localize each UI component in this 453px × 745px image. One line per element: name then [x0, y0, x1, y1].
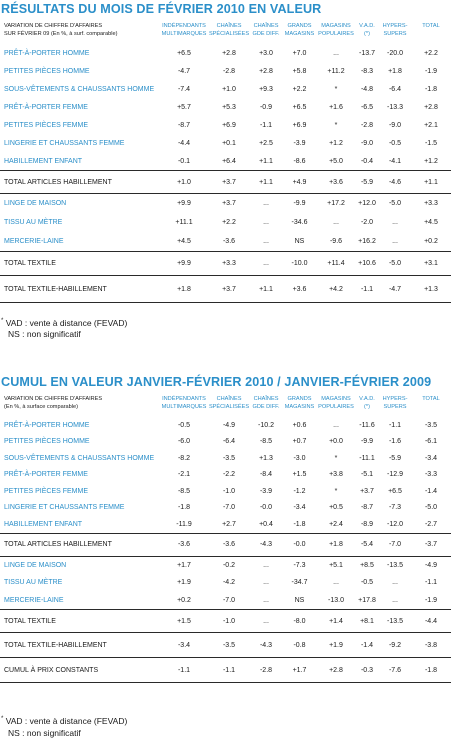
row-value: +2.2: [222, 219, 236, 226]
row-label: PETITES PIÈCES FEMME: [4, 121, 89, 129]
row-value: +5.3: [222, 103, 236, 111]
row-value: +9.9: [160, 252, 208, 276]
row-value: *: [334, 487, 338, 495]
row-value: -1.6: [388, 438, 402, 446]
row-label: LINGERIE ET CHAUSSANTS FEMME: [4, 504, 125, 512]
table-row: [0, 610, 451, 633]
row-value: -9.0: [360, 139, 374, 147]
row-value: -13.5: [387, 561, 403, 569]
table-row: [0, 500, 451, 517]
row-value: +4.5: [160, 232, 208, 252]
column-header: HYPERS- SUPERS: [382, 23, 408, 37]
row-value: -4.8: [360, 85, 374, 93]
row-value: -9.6: [317, 232, 355, 252]
row-value: -3.4: [293, 504, 306, 512]
row-value: -0.5: [177, 421, 191, 429]
column-header: CHAÎNES GDE DIFF.: [252, 396, 280, 410]
section1-note-ns: NS : non significatif: [8, 329, 81, 339]
row-value: +4.2: [317, 276, 355, 303]
row-value: +0.2: [411, 232, 451, 252]
row-value: -7.4: [177, 85, 191, 93]
row-value: -1.9: [424, 67, 438, 75]
row-label: HABILLEMENT ENFANT: [0, 152, 160, 171]
row-value: +1.1: [250, 171, 282, 194]
row-value: -4.7: [379, 276, 411, 303]
row-value: +3.3: [424, 200, 438, 207]
table-row: [0, 171, 451, 194]
row-value: -1.1: [388, 421, 402, 429]
row-value: +4.5: [424, 219, 438, 226]
row-value: +0.1: [222, 139, 236, 147]
row-value: -1.8: [177, 504, 191, 512]
row-value: ...: [333, 219, 339, 226]
row-value: -2.1: [177, 471, 191, 479]
row-value: +2.8: [424, 103, 438, 111]
row-value: -7.3: [388, 504, 402, 512]
row-value: -0.2: [222, 561, 236, 569]
row-value: +2.4: [317, 516, 355, 533]
column-header: INDÉPENDANTS MULTIMARQUES: [161, 23, 207, 37]
section2-table: [0, 393, 451, 683]
row-value: +2.8: [222, 49, 236, 57]
row-value: -4.3: [250, 533, 282, 556]
table-row: [0, 633, 451, 658]
row-value: -9.0: [388, 121, 402, 129]
row-value: ...: [333, 49, 339, 57]
row-value: -2.7: [411, 516, 451, 533]
row-label: PETITES PIÈCES FEMME: [4, 487, 89, 495]
column-header: V.A.D. (*): [359, 396, 375, 410]
row-value: *: [334, 85, 338, 93]
row-value: +1.8: [160, 276, 208, 303]
row-value: -8.4: [259, 471, 273, 479]
row-label: MERCERIE-LAINE: [0, 592, 160, 610]
row-value: -12.9: [387, 471, 403, 479]
row-label: PRÊT-À-PORTER FEMME: [4, 103, 88, 111]
row-value: -5.0: [424, 504, 438, 512]
row-value: -1.4: [424, 487, 438, 495]
row-value: +12.0: [358, 200, 376, 207]
row-label: MERCERIE-LAINE: [0, 232, 160, 252]
row-value: +3.6: [282, 276, 317, 303]
row-value: +0.7: [292, 438, 307, 446]
row-value: ...: [250, 232, 282, 252]
row-value: +1.6: [329, 103, 343, 111]
row-value: -6.4: [222, 438, 236, 446]
row-label: PRÊT-À-PORTER HOMME: [4, 421, 90, 429]
row-label: PRÊT-À-PORTER FEMME: [4, 471, 88, 479]
row-value: +1.4: [317, 610, 355, 633]
row-value: +6.5: [292, 103, 307, 111]
row-value: -1.1: [424, 579, 438, 587]
row-value: -13.3: [387, 103, 403, 111]
table-row: [0, 417, 451, 434]
row-value: +6.4: [208, 152, 250, 171]
row-value: +1.3: [259, 454, 273, 462]
row-value: -3.7: [411, 533, 451, 556]
table-row: [0, 194, 451, 214]
column-header: TOTAL: [422, 23, 440, 29]
row-value: +3.7: [360, 487, 374, 495]
row-value: -1.1: [259, 121, 273, 129]
row-value: -3.5: [424, 421, 438, 429]
row-value: -0.8: [282, 633, 317, 658]
row-label: LINGE DE MAISON: [4, 200, 67, 207]
row-value: -6.0: [177, 438, 191, 446]
row-value: -1.1: [208, 658, 250, 683]
row-value: +5.7: [177, 103, 191, 111]
row-value: -4.4: [177, 139, 191, 147]
row-value: -3.5: [208, 633, 250, 658]
row-value: +6.5: [177, 49, 191, 57]
row-value: -4.6: [379, 171, 411, 194]
table-row: [0, 252, 451, 276]
row-label: SOUS-VÊTEMENTS & CHAUSSANTS HOMME: [4, 85, 155, 93]
row-value: -12.0: [379, 516, 411, 533]
row-value: +0.2: [160, 592, 208, 610]
table-row: [0, 450, 451, 467]
row-value: -7.0: [379, 533, 411, 556]
row-value: +16.2: [355, 232, 379, 252]
row-value: -4.1: [379, 152, 411, 171]
row-value: +2.2: [424, 49, 438, 57]
table-row: [0, 483, 451, 500]
row-value: -5.1: [360, 471, 374, 479]
table-row: [0, 467, 451, 484]
row-value: +3.7: [208, 171, 250, 194]
row-label: TISSU AU MÈTRE: [4, 219, 63, 226]
row-value: ...: [333, 579, 339, 587]
row-value: -4.7: [177, 67, 191, 75]
row-value: -8.6: [282, 152, 317, 171]
row-value: -2.2: [222, 471, 236, 479]
table-header-row: [0, 393, 451, 417]
row-value: -0.9: [259, 103, 273, 111]
table-row: [0, 434, 451, 451]
row-value: ...: [250, 610, 282, 633]
row-value: -5.4: [355, 533, 379, 556]
row-value: *: [334, 454, 338, 462]
row-value: -6.4: [388, 85, 402, 93]
row-value: ...: [250, 252, 282, 276]
row-value: -9.9: [293, 200, 306, 207]
row-label: TISSU AU MÈTRE: [4, 579, 63, 587]
row-value: -0.0: [259, 504, 273, 512]
row-value: -8.0: [282, 610, 317, 633]
row-value: ...: [263, 219, 269, 226]
row-value: -9.2: [379, 633, 411, 658]
row-value: +1.1: [411, 171, 451, 194]
row-value: ...: [333, 421, 339, 429]
column-header: MAGASINS POPULAIRES: [318, 23, 354, 37]
row-value: +8.1: [355, 610, 379, 633]
row-value: -1.0: [222, 487, 236, 495]
column-header: V.A.D. (*): [359, 23, 375, 37]
row-value: -11.6: [359, 421, 375, 429]
row-value: -5.0: [379, 252, 411, 276]
table-row: [0, 658, 451, 683]
row-value: -3.9: [293, 139, 306, 147]
row-value: -3.6: [160, 533, 208, 556]
table-row: [0, 276, 451, 303]
column-header: MAGASINS POPULAIRES: [318, 396, 354, 410]
table-row: [0, 213, 451, 232]
column-header: CHAÎNES SPÉCIALISÉES: [208, 396, 250, 410]
header-label: VARIATION DE CHIFFRE D'AFFAIRES SUR FÉVRIER 09 (En %, à surf. comparable): [4, 23, 118, 37]
row-value: +6.5: [388, 487, 402, 495]
row-value: -2.0: [360, 219, 374, 226]
row-value: +1.1: [250, 152, 282, 171]
row-value: -8.3: [360, 67, 374, 75]
row-value: -3.5: [222, 454, 236, 462]
row-value: +10.6: [355, 252, 379, 276]
row-value: ...: [379, 232, 411, 252]
row-value: +17.8: [355, 592, 379, 610]
row-value: -1.1: [160, 658, 208, 683]
row-label: HABILLEMENT ENFANT: [0, 516, 160, 533]
row-value: -8.9: [355, 516, 379, 533]
row-value: ...: [250, 592, 282, 610]
column-header: INDÉPENDANTS MULTIMARQUES: [161, 396, 207, 410]
row-value: ...: [379, 592, 411, 610]
row-label: TOTAL ARTICLES HABILLEMENT: [0, 533, 160, 556]
row-value: +0.0: [329, 438, 343, 446]
row-value: -1.8: [282, 516, 317, 533]
row-value: -2.8: [222, 67, 236, 75]
row-value: -2.8: [250, 658, 282, 683]
row-value: -5.0: [388, 200, 402, 207]
section1-note-vad: * VAD : vente à distance (FEVAD): [1, 318, 128, 328]
row-value: +1.7: [177, 561, 191, 569]
table-row: [0, 98, 451, 116]
table-row: [0, 516, 451, 533]
header-label: VARIATION DE CHIFFRE D'AFFAIRES (En %, à surface comparable): [4, 396, 103, 410]
row-value: +5.0: [317, 152, 355, 171]
row-value: +5.1: [329, 561, 343, 569]
row-label: TOTAL ARTICLES HABILLEMENT: [0, 171, 160, 194]
table-row: [0, 44, 451, 62]
row-value: +3.3: [208, 252, 250, 276]
row-label: PRÊT-À-PORTER HOMME: [4, 49, 90, 57]
row-value: +1.5: [160, 610, 208, 633]
column-header: HYPERS- SUPERS: [382, 396, 408, 410]
row-value: -1.5: [424, 139, 438, 147]
column-header: TOTAL: [422, 396, 440, 402]
row-value: NS: [282, 592, 317, 610]
row-value: +2.8: [317, 658, 355, 683]
row-label: LINGE DE MAISON: [4, 561, 67, 569]
row-value: +8.5: [360, 561, 374, 569]
row-value: +3.7: [208, 276, 250, 303]
row-value: -3.8: [411, 633, 451, 658]
table-row: [0, 592, 451, 610]
row-value: -1.4: [355, 633, 379, 658]
table-row: [0, 80, 451, 98]
row-value: +1.5: [292, 471, 307, 479]
row-label: TOTAL TEXTILE: [0, 610, 160, 633]
row-value: -7.0: [208, 592, 250, 610]
row-value: -0.5: [360, 579, 374, 587]
row-value: +3.1: [411, 252, 451, 276]
row-value: -3.3: [424, 471, 438, 479]
row-label: TOTAL TEXTILE: [0, 252, 160, 276]
row-value: +17.2: [327, 200, 345, 207]
row-value: +11.4: [317, 252, 355, 276]
row-value: -6.1: [424, 438, 438, 446]
row-value: -6.5: [360, 103, 374, 111]
row-value: -34.7: [291, 579, 308, 587]
row-label: PETITES PIÈCES HOMME: [4, 438, 90, 446]
row-value: NS: [282, 232, 317, 252]
row-value: +1.8: [388, 67, 402, 75]
row-value: +0.4: [250, 516, 282, 533]
row-value: ...: [392, 579, 398, 587]
row-value: +0.5: [329, 504, 343, 512]
row-value: -7.0: [222, 504, 236, 512]
row-value: +1.2: [411, 152, 451, 171]
row-value: -4.4: [411, 610, 451, 633]
row-value: -8.2: [177, 454, 191, 462]
row-label: PETITES PIÈCES HOMME: [4, 67, 90, 75]
row-value: -10.0: [282, 252, 317, 276]
row-value: *: [334, 121, 338, 129]
table-row: [0, 134, 451, 152]
row-value: ...: [263, 579, 269, 587]
row-value: -34.6: [291, 219, 308, 226]
table-row: [0, 556, 451, 574]
row-value: +2.8: [259, 67, 273, 75]
row-value: -3.9: [259, 487, 273, 495]
row-value: -7.6: [379, 658, 411, 683]
row-value: -0.0: [282, 533, 317, 556]
row-label: TOTAL TEXTILE-HABILLEMENT: [0, 276, 160, 303]
section2-title: CUMUL EN VALEUR JANVIER-FÉVRIER 2010 / JANVIER-FÉVRIER 2009: [1, 375, 432, 389]
row-value: +1.2: [329, 139, 343, 147]
row-value: ...: [392, 219, 398, 226]
row-value: -1.2: [293, 487, 306, 495]
row-value: -5.9: [388, 454, 402, 462]
row-value: -11.1: [359, 454, 375, 462]
row-value: -0.1: [160, 152, 208, 171]
row-value: +5.8: [292, 67, 307, 75]
row-value: +1.1: [250, 276, 282, 303]
row-label: LINGERIE ET CHAUSSANTS FEMME: [4, 139, 125, 147]
row-value: -4.9: [222, 421, 236, 429]
row-value: -5.9: [355, 171, 379, 194]
row-value: +1.8: [317, 533, 355, 556]
row-value: +3.8: [329, 471, 343, 479]
row-value: +11.2: [327, 67, 345, 75]
row-value: +2.7: [208, 516, 250, 533]
row-value: -8.7: [360, 504, 374, 512]
table-row: [0, 152, 451, 171]
row-value: -1.8: [424, 85, 438, 93]
row-label: CUMUL À PRIX CONSTANTS: [0, 658, 160, 683]
row-value: -4.3: [250, 633, 282, 658]
row-value: +1.7: [282, 658, 317, 683]
column-header: GRANDS MAGASINS: [284, 23, 315, 37]
row-value: +1.9: [317, 633, 355, 658]
row-label: TOTAL TEXTILE-HABILLEMENT: [0, 633, 160, 658]
row-value: -20.0: [387, 49, 403, 57]
row-value: -4.9: [424, 561, 438, 569]
row-value: +6.9: [222, 121, 236, 129]
row-value: -2.8: [360, 121, 374, 129]
row-value: -0.4: [355, 152, 379, 171]
row-value: +4.9: [282, 171, 317, 194]
table-row: [0, 232, 451, 252]
row-value: -1.1: [355, 276, 379, 303]
row-value: +3.0: [259, 49, 273, 57]
row-value: -3.0: [293, 454, 306, 462]
row-value: -8.5: [177, 487, 191, 495]
row-value: -13.7: [359, 49, 375, 57]
row-value: +7.0: [292, 49, 307, 57]
row-value: -1.0: [208, 610, 250, 633]
row-value: +6.9: [292, 121, 307, 129]
row-value: +3.6: [317, 171, 355, 194]
row-value: -11.9: [160, 516, 208, 533]
row-value: +0.6: [292, 421, 307, 429]
row-value: +2.5: [259, 139, 273, 147]
row-value: -0.3: [355, 658, 379, 683]
row-value: +1.0: [160, 171, 208, 194]
row-value: -1.8: [411, 658, 451, 683]
row-value: -3.4: [424, 454, 438, 462]
row-label: SOUS-VÊTEMENTS & CHAUSSANTS HOMME: [4, 454, 155, 462]
row-value: -10.2: [258, 421, 274, 429]
row-value: -3.6: [208, 533, 250, 556]
row-value: -13.0: [317, 592, 355, 610]
section2-note-ns: NS : non significatif: [8, 728, 81, 738]
row-value: +3.7: [222, 200, 236, 207]
row-value: -3.6: [208, 232, 250, 252]
row-value: -0.5: [388, 139, 402, 147]
section2-note-vad: * VAD : vente à distance (FEVAD): [1, 716, 128, 726]
row-value: -9.9: [360, 438, 374, 446]
row-value: -8.5: [259, 438, 273, 446]
table-row: [0, 116, 451, 134]
row-value: +9.3: [259, 85, 273, 93]
table-row: [0, 533, 451, 556]
row-value: +1.0: [222, 85, 236, 93]
row-value: ...: [263, 200, 269, 207]
row-value: -7.3: [293, 561, 306, 569]
row-value: -8.7: [177, 121, 191, 129]
section1-title: RÉSULTATS DU MOIS DE FÉVRIER 2010 EN VALEUR: [1, 2, 322, 16]
row-value: +11.1: [175, 219, 193, 226]
table-row: [0, 62, 451, 80]
column-header: CHAÎNES GDE DIFF.: [252, 23, 280, 37]
row-value: -1.9: [411, 592, 451, 610]
row-value: +2.1: [424, 121, 438, 129]
row-value: +1.9: [177, 579, 191, 587]
row-value: ...: [263, 561, 269, 569]
row-value: +1.3: [411, 276, 451, 303]
row-value: +9.9: [177, 200, 191, 207]
table-row: [0, 574, 451, 592]
row-value: -13.5: [379, 610, 411, 633]
column-header: GRANDS MAGASINS: [284, 396, 315, 410]
row-value: -3.4: [160, 633, 208, 658]
row-value: +2.2: [292, 85, 307, 93]
table-header-row: [0, 20, 451, 44]
section1-table: [0, 20, 451, 303]
column-header: CHAÎNES SPÉCIALISÉES: [208, 23, 250, 37]
row-value: -4.2: [222, 579, 236, 587]
